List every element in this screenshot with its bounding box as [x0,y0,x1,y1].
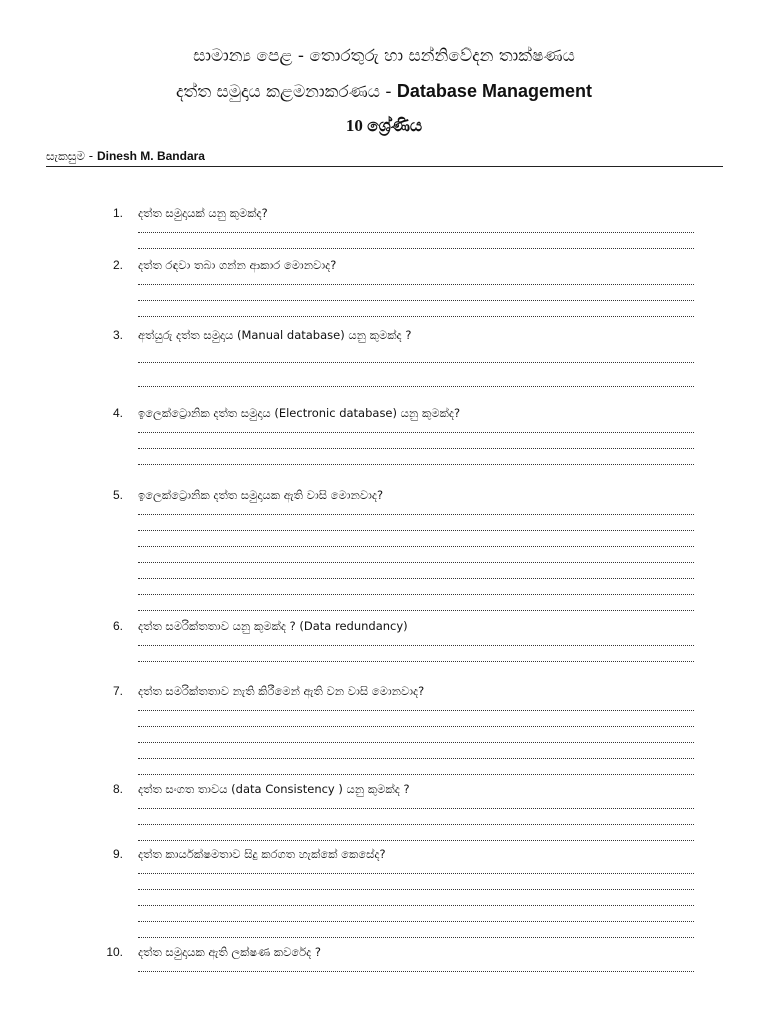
question-3 [0,327,768,391]
answer-line[interactable] [138,894,694,910]
answer-line[interactable] [138,699,694,715]
answer-line[interactable] [138,599,694,615]
question-text: අත්යුරු දත්ත සමුදාය (Manual database) යනු කුමක්ද ? [138,328,412,342]
grade-title: 10 ශ්‍රේණිය [345,116,423,135]
answer-line[interactable] [138,583,694,599]
answer-line[interactable] [138,535,694,551]
question-9 [0,846,768,942]
question-number: 7. [112,684,123,698]
question-number: 8. [112,782,123,796]
answer-line[interactable] [138,960,694,976]
answer-line[interactable] [138,273,694,289]
author-line: සැකසුම - Dinesh M. Bandara [46,149,205,163]
question-number: 1. [112,206,123,220]
answer-line[interactable] [138,367,694,391]
question-number: 3. [112,328,123,342]
question-text: දත්ත සංගත තාවය (data Consistency ) යනු කුමක්ද ? [138,782,410,796]
answer-line[interactable] [138,421,694,437]
question-number: 9. [112,847,123,861]
answer-line[interactable] [138,437,694,453]
header-rule [46,166,723,167]
question-text: දත්ත සමුදායක ඇති ලක්ෂණ කවරේද ? [138,945,322,959]
answer-line[interactable] [138,634,694,650]
question-2 [0,257,768,321]
answer-line[interactable] [138,237,694,253]
question-text: ඉලෙක්ට්‍රොනික දත්ත සමුදාය (Electronic database) යනු කුමක්ද? [138,406,461,420]
answer-line[interactable] [138,221,694,237]
answer-line[interactable] [138,878,694,894]
answer-line[interactable] [138,715,694,731]
topic-title: දත්ත සමුදාය කළමනාකරණය - Database Management [176,81,592,102]
question-number: 5. [112,488,123,502]
question-text: දත්ත සමුදායක් යනු කුමක්ද? [138,206,268,220]
answer-line[interactable] [138,503,694,519]
answer-line[interactable] [138,343,694,367]
answer-line[interactable] [138,747,694,763]
answer-line[interactable] [138,453,694,469]
answer-line[interactable] [138,567,694,583]
question-number: 10. [106,945,123,959]
answer-line[interactable] [138,813,694,829]
question-4 [0,405,768,469]
question-text: දත්ත සමරික්තතාව නැති කිරීමෙන් ඇති වන වාසි මොනවාද? [138,684,425,698]
answer-line[interactable] [138,829,694,845]
subject-title: සාමාන්‍ය පෙළ - තොරතුරු හා සන්නිවේදන තාක්ෂණය [193,46,575,66]
answer-line[interactable] [138,650,694,666]
question-10 [0,944,768,976]
answer-line[interactable] [138,910,694,926]
question-text: දත්ත සමරික්තතාව යනු කුමක්ද ? (Data redundancy) [138,619,408,633]
answer-line[interactable] [138,289,694,305]
question-number: 4. [112,406,123,420]
answer-line[interactable] [138,797,694,813]
question-5 [0,487,768,615]
answer-line[interactable] [138,519,694,535]
answer-line[interactable] [138,305,694,321]
question-text: දත්ත කාර්යක්ෂමතාව සිදු කරගත හැක්කේ කෙසේද? [138,847,386,861]
answer-line[interactable] [138,926,694,942]
question-1 [0,205,768,253]
answer-line[interactable] [138,551,694,567]
question-text: දත්ත රඳවා තබා ගන්න ආකාර මොනවාද? [138,258,337,272]
answer-line[interactable] [138,763,694,779]
question-7 [0,683,768,779]
question-6 [0,618,768,666]
answer-line[interactable] [138,731,694,747]
question-number: 2. [112,258,123,272]
question-number: 6. [112,619,123,633]
question-text: ඉලෙක්ට්‍රොනික දත්ත සමුදායක ඇති වාසි මොනවාද? [138,488,384,502]
question-8 [0,781,768,845]
answer-line[interactable] [138,862,694,878]
